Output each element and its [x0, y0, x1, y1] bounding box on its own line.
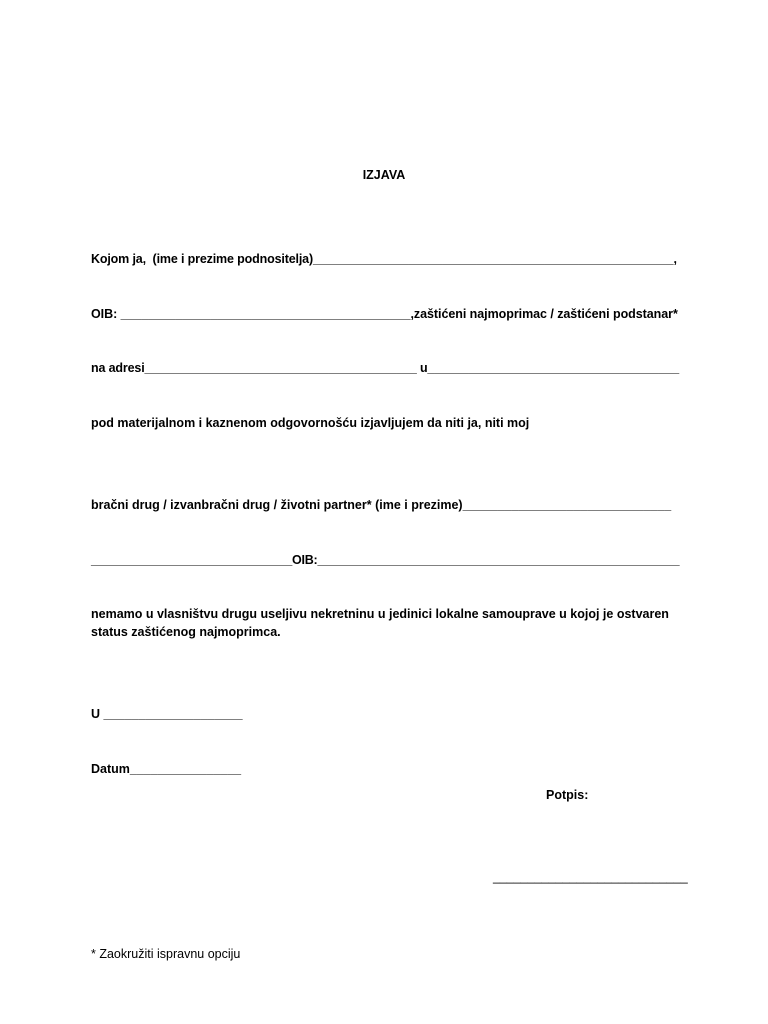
applicant-name-line: Kojom ja, (ime i prezime podnositelja)_____________________________________________________, [91, 252, 677, 266]
responsibility-line: pod materijalnom i kaznenom odgovornošću izjavljujem da niti ja, niti moj [91, 416, 530, 430]
address-line: na adresi________________________________________ u_____________________________________ [91, 361, 680, 375]
date-line: Datum________________ [91, 762, 242, 776]
ownership-statement-line-1: nemamo u vlasništvu drugu useljivu nekretninu u jedinici lokalne samouprave u kojoj je ostvaren [91, 607, 669, 621]
document-title: IZJAVA [362, 168, 406, 182]
footnote: * Zaokružiti ispravnu opciju [91, 947, 241, 961]
signature-label: Potpis: [546, 788, 589, 802]
ownership-statement-line-2: status zaštićenog najmoprimca. [91, 625, 281, 639]
partner-line: bračni drug / izvanbračni drug / životni partner* (ime i prezime)______________________________ [91, 498, 672, 512]
place-line: U ____________________ [91, 707, 243, 721]
partner-oib-line: ______________________________OIB:______________________________________________________ [91, 553, 680, 567]
signature-line: ____________________________ [493, 870, 688, 884]
oib-line: OIB: __________________________________________,zaštićeni najmoprimac / zaštićeni podstanar* [91, 307, 678, 321]
